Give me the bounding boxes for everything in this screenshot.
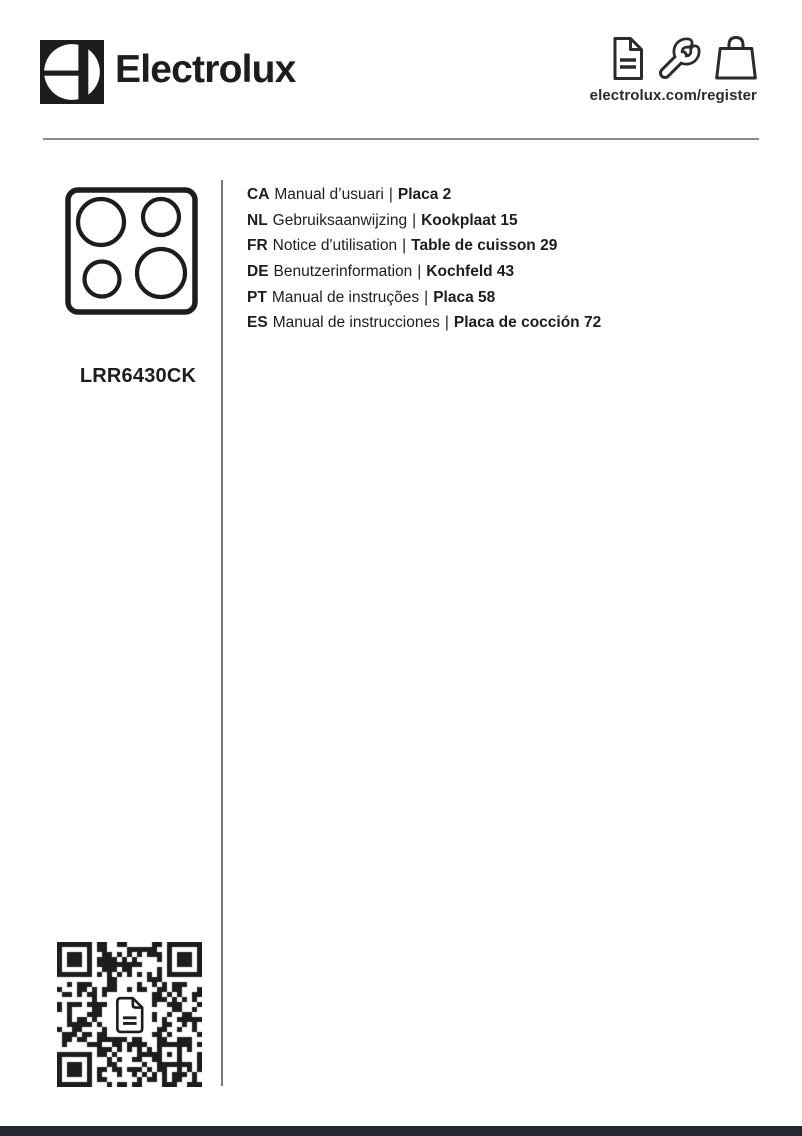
section-page: Kochfeld 43 [426,262,515,280]
brand-logo [40,40,296,104]
manual-title: Notice d'utilisation [272,237,398,255]
section-page: Kookplaat 15 [421,211,518,229]
section-page: Placa 58 [433,288,496,306]
manual-title: Benutzerinformation [273,262,413,280]
manual-title: Manual de instrucciones [272,314,440,332]
section-page: Placa de cocción 72 [453,314,602,332]
language-row-fr [247,233,601,259]
qr-code [57,942,202,1087]
separator: | [402,237,407,255]
vertical-divider [221,180,223,1086]
document-icon [611,37,643,80]
language-row-pt [247,285,601,311]
shopping-bag-icon [715,34,757,80]
separator: | [412,211,417,229]
language-row-nl [247,208,601,234]
language-code: CA [247,185,270,203]
manual-title: Manual d’usuari [274,185,384,203]
section-page: Table de cuisson 29 [411,237,558,255]
separator: | [388,185,393,203]
language-code: DE [247,262,269,280]
language-row-ca [247,182,601,208]
manual-title: Gebruiksaanwijzing [272,211,408,229]
register-url: electrolux.com/register [589,87,757,104]
language-code: FR [247,237,268,255]
electrolux-symbol-icon [40,40,104,104]
brand-wordmark: Electrolux [115,47,296,91]
register-icons [611,34,757,80]
wrench-icon [656,34,702,80]
language-code: PT [247,288,267,306]
separator: | [444,314,449,332]
horizontal-divider [43,138,759,140]
section-page: Placa 2 [397,185,452,203]
separator: | [417,262,422,280]
qr-code-canvas [57,942,202,1087]
footer-bar [0,1126,802,1136]
register-block [590,34,757,104]
language-code: ES [247,314,268,332]
separator: | [424,288,429,306]
language-list [247,182,601,336]
model-number: LRR6430CK [79,365,197,387]
language-row-de [247,259,601,285]
language-code: NL [247,211,268,229]
language-row-es [247,310,601,336]
manual-title: Manual de instruções [271,288,420,306]
hob-illustration [65,187,198,315]
